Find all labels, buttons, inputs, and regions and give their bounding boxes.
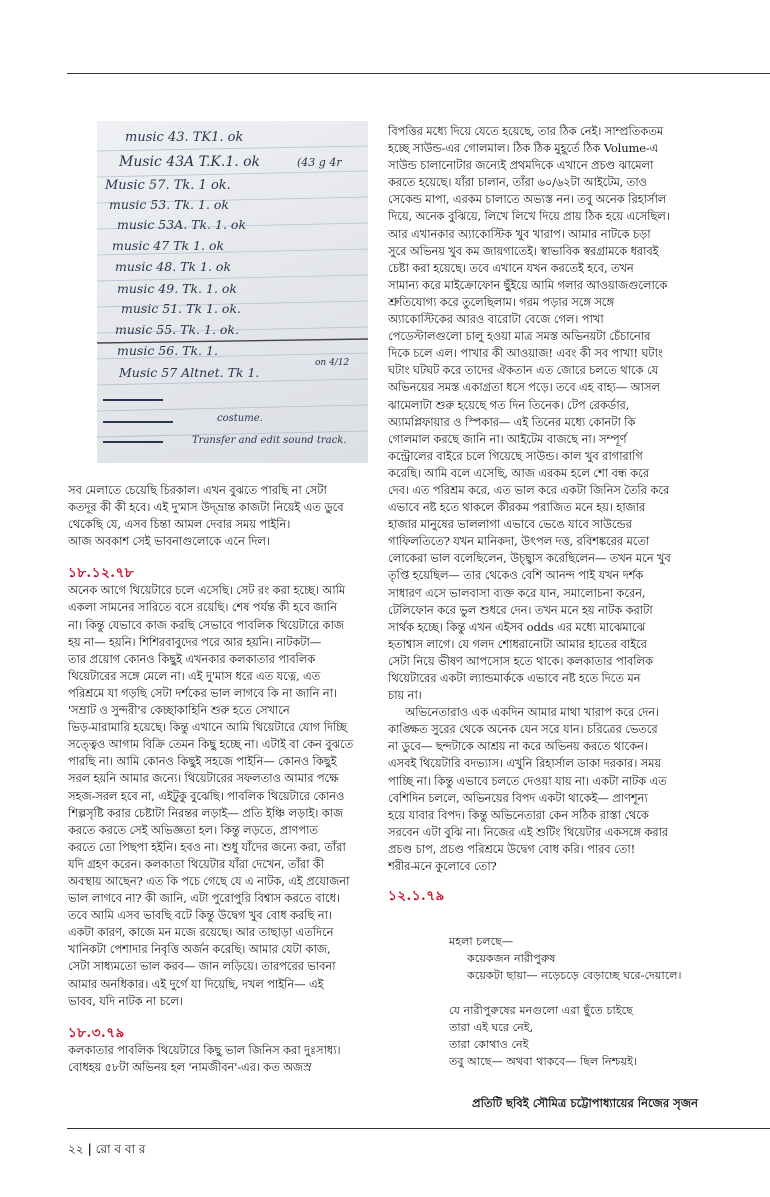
poem: [449, 933, 682, 1070]
text-line: বিপত্তির মধ্যে দিয়ে যেতে হয়েছে, তার ঠিক নেই। সাম্প্রতিকতম: [388, 124, 663, 138]
text-line: থিয়েটারের একটা ল্যান্ডমার্ককে এভাবে নষ্ট হতে দিতে মন: [388, 671, 641, 685]
bottom-rule: [67, 1128, 770, 1129]
text-line: একটা কারণ, কাজে মন মজে রয়েছে। আর তাছাড়া এতদিনে: [68, 925, 334, 940]
text-line: সব মেলাতে চেয়েছি চিরকাল। এখন বুঝতে পারছি না সেটা: [68, 483, 327, 497]
page-footer: [68, 1141, 145, 1161]
text-line: হাজার মানুষের ভাললাগা এভাবে ভেঙে যাবে সাউন্ডের: [388, 517, 632, 532]
footer-separator: |: [87, 1142, 92, 1156]
photo-credit: প্রতিটি ছবিই সৌমিত্র চট্টোপাধ্যায়ের নিজের সৃজন: [472, 1096, 698, 1110]
text-line: শ্রুতিযোগ্য করে তুলেছিলাম। গরম পড়ার সঙ্গে সঙ্গে: [388, 294, 614, 309]
text-line: তার প্রয়োগ কোনও কিছুই এখনকার কলকাতার পাবলিক: [68, 651, 316, 666]
diary-date: ১৮.১২.৭৮: [68, 565, 134, 582]
text-line: ভাল লাগবে না? কী জানি, এটা পুরোপুরি বিশ্বাস করতে বাধে।: [68, 891, 340, 906]
text-line: হয় না— হয়নি। শিশিরবাবুদের পরে আর হয়নি। নাটকটা—: [68, 634, 322, 649]
poem-line: কয়েকজন নারীপুরুষ: [467, 952, 556, 966]
note-line: music 56. Tk. 1.: [117, 343, 218, 358]
text-line: প্রচণ্ড চাপ, প্রচণ্ড পরিশ্রমে উদ্বেগ বোধ করি। পারব তো!: [388, 841, 636, 856]
note-line: Transfer and edit sound track.: [192, 435, 347, 446]
poem-line: তারা কোথাও নেই: [449, 1038, 529, 1052]
text-line: কলকাতার পাবলিক থিয়েটারে কিছু ভাল জিনিস করা দুঃসাধ্য।: [68, 1042, 341, 1057]
poem-line: তারা এই ঘরে নেই,: [449, 1020, 534, 1034]
text-line: না ডুবে— ছন্দটাকে আশ্রয় না করে অভিনয় করতে থাকেন।: [388, 739, 648, 754]
note-line: music 49. Tk. 1. ok: [117, 281, 238, 296]
text-line: সুরে অভিনয় খুব কম জায়গাতেই। স্বাভাবিক স্বরগ্রামকে ধরাবই: [388, 243, 659, 258]
text-line: অবস্থায় আছেন? এত কি পচে গেছে যে এ নাটক, এই প্রযোজনা: [68, 873, 350, 888]
text-line: অ্যামপ্লিফায়ার ও স্পিকার— এই তিনের মধ্যে কোনটা কি: [388, 414, 636, 429]
poem-line: যে নারীপুরুষের মনগুলো এরা ছুঁতে চাইছে: [449, 1003, 633, 1017]
note-line: Music 43A T.K.1. ok: [119, 154, 261, 170]
text-line: সাধারণ এসে ভালবাসা ব্যক্ত করে যান, সমালোচনা করেন,: [388, 585, 646, 600]
intro-paragraph: [68, 482, 368, 550]
text-line: চায় না।: [388, 688, 422, 703]
text-line: দেব। এত পরিশ্রম করে, এত ভাল করে একটা জিনিস তৈরি করে: [388, 482, 670, 497]
note-line: music 47 Tk 1. ok: [112, 238, 225, 253]
text-line: এভাবে নষ্ট হতে থাকলে কীরকম পরাজিত মনে হয়। হাজার: [388, 500, 646, 515]
text-line: পরিশ্রমে যা গড়ছি সেটা দর্শকের ভাল লাগবে কি না জানি না।: [68, 685, 337, 700]
text-line: সরল হয়নি আমার জন্যে। থিয়েটারের সফলতাও আমার পক্ষে: [68, 771, 339, 786]
text-line: খানিকটা পেশাদার নিবৃত্তি অর্জন করেছি। আমার যেটা কাজ,: [68, 942, 331, 957]
text-line: করতে করতে সেই অভিজ্ঞতা হল। কিন্তু লড়তে, প্রাণপাত: [68, 822, 318, 837]
note-line: music 51. Tk 1. ok.: [121, 301, 242, 316]
diary-entry: [68, 1042, 368, 1076]
text-line: কন্ট্রোলের বাইরে চলে গিয়েছে সাউন্ড। কাল খুব রাগারাগি: [388, 448, 643, 463]
text-line: সত্ত্বেও আগাম বিক্রি তেমন কিছু হচ্ছে না। এটাই বা কেন বুঝতে: [68, 737, 354, 752]
text-line: ভিড়-মারামারি হয়েছে। কিন্তু এখানে আমি থিয়েটারে যোগ দিচ্ছি: [68, 720, 347, 735]
text-line: আর এখানকার অ্যাকোস্টিক খুব খারাপ। আমার নাটকে চড়া: [388, 226, 651, 241]
scribble-mark: [103, 399, 163, 401]
diary-entry: [388, 123, 708, 704]
note-line: (43 g 4r: [297, 156, 342, 169]
note-line: music 48. Tk 1. ok: [115, 259, 232, 274]
text-line: কতদূর কী কী হবে। এই দু'মাস উদ্‌ভ্রান্ত কাজটা নিয়েই এত ডুবে: [68, 500, 344, 515]
text-line: অভিনেতারাও এক একদিন আমার মাথা খারাপ করে দেন।: [388, 705, 659, 720]
text-line: লোকেরা ভাল বলেছিলেন, উচ্ছ্বাস করেছিলেন— তখন মনে খুব: [388, 551, 671, 566]
diary-date: ১৮.৩.৭৯: [68, 1024, 125, 1041]
text-line: ভাবব, যদি নাটক না চলে।: [68, 993, 183, 1008]
text-line: শিল্পসৃষ্টি করার চেষ্টাটা নিরন্তর লড়াই— প্রতি ইঞ্চি লড়াই। কাজ: [68, 805, 344, 820]
text-line: থিয়েটারের সঙ্গে মেলে না। এই দু'মাস ধরে এত যত্নে, এত: [68, 668, 321, 683]
text-line: করতে তো পিছপা হইনি। হবও না। শুধু যাঁদের জন্যে করা, তাঁরা: [68, 839, 346, 854]
page-number: ২২: [68, 1142, 84, 1156]
text-line: সহজ-সরল হবে না, এইটুকু বুঝেছি। পাবলিক থিয়েটারে কোনও: [68, 788, 345, 803]
note-line: Music 57. Tk. 1 ok.: [105, 178, 231, 193]
poem-line: মহলা চলছে—: [449, 935, 514, 948]
diary-date: ১২.১.৭৯: [388, 888, 445, 905]
text-line: ঘটাং ঘটঘট করে তাদের ঐকতান এত জোরে চলতে থাকে যে: [388, 363, 659, 378]
text-line: বেশিদিন চললে, অভিনয়ের বিপদ একটা থাকেই— প্রাণশূন্য: [388, 790, 648, 805]
text-line: অ্যাকোস্টিকের আরও বারোটা বেজে গেল। পাখা: [388, 312, 604, 327]
text-line: পাচ্ছি না। কিন্তু এভাবে চলতে দেওয়া যায় না। একটা নাটক এত: [388, 773, 667, 788]
text-line: করতে হয়েছে। যাঁরা চালান, তাঁরা ৬০/৬২টা আইটেম, তাও: [388, 175, 647, 190]
text-line: টেলিফোন করে ভুল শুধরে দেন। তখন মনে হয় নাটক করাটা: [388, 602, 653, 617]
text-line: আমার অনধিকার। এই দুর্গে যা দিয়েছি, দখল পাইনি— এই: [68, 976, 324, 991]
text-line: যদি গ্রহণ করেন। কলকাতা থিয়েটার যাঁরা দেখেন, তাঁরা কী: [68, 856, 325, 871]
notes-sketch: [97, 121, 368, 463]
text-line: অভিনয়ের সমস্ত একাগ্রতা ধসে পড়ে। তবে এহ বাহ্য— আসল: [388, 380, 660, 395]
handwritten-notes-photo: [97, 121, 368, 463]
text-line: সামান্য করে মাইক্রোফোন ছুঁইয়ে আমি গলার আওয়াজগুলোকে: [388, 277, 668, 292]
text-line: এসবই থিয়েটারি বদভ্যাস। এখুনি রিহার্সাল ডাকা দরকার। সময়: [388, 756, 661, 771]
note-line: Music 57 Altnet. Tk 1.: [119, 365, 260, 380]
text-line: আজ অবকাশ সেই ভাবনাগুলোকে এনে দিল।: [68, 534, 270, 549]
right-column: [388, 123, 708, 905]
poem-line: তবু আছে— অথবা থাকবে— ছিল নিশ্চয়ই।: [449, 1055, 638, 1069]
note-line: costume.: [217, 413, 263, 424]
scribble-mark: [103, 441, 163, 443]
text-line: তৃপ্তি হয়েছিল— তার থেকেও বেশি আনন্দ পাই যখন দর্শক: [388, 568, 644, 583]
top-rule: [67, 73, 770, 74]
text-line: গোলমাল করছে জানি না। আইটেম বাজছে না। সম্পূর্ণ: [388, 431, 627, 446]
text-line: পারছি না। আমি কোনও কিছুই সহজে পাইনি— কোনও কিছুই: [68, 754, 337, 769]
text-line: শরীর-মনে কুলোবে তো?: [388, 859, 497, 874]
text-line: সরবেন এটা বুঝি না। নিজের এই শুটিং থিয়েটার একসঙ্গে করার: [388, 824, 668, 839]
text-line: না। কিন্তু যেভাবে কাজ করছি সেভাবে পাবলিক থিয়েটারে কাজ: [68, 617, 345, 632]
text-line: কাঙ্ক্ষিত সুরের থেকে অনেক যেন সরে যান। চরিত্রের ভেতরে: [388, 722, 658, 737]
note-line: music 53A. Tk. 1. ok: [117, 217, 247, 232]
text-line: পেডেস্টালগুলো চালু হওয়া মাত্র সমস্ত অভিনয়টা চেঁচানোর: [388, 329, 651, 344]
scribble-mark: [103, 421, 173, 423]
text-line: হতাশ্বাস লাগে। যে গলদ শোধরানোটা আমার হাতের বাইরে: [388, 636, 647, 651]
text-line: অনেক আগে থিয়েটারে চলে এসেছি। সেট রং করা হচ্ছে। আমি: [68, 583, 346, 598]
diary-entry: [68, 582, 368, 1009]
text-line: থেকেছি যে, এসব চিন্তা আমল দেবার সময় পাইনি।: [68, 517, 291, 532]
text-line: করেছি। আমি বলে এসেছি, আজ এরকম হলে শো বন্ধ করে: [388, 465, 649, 480]
left-column: [68, 482, 368, 1076]
diary-entry: [388, 704, 708, 875]
section-name: রো ব বা র: [95, 1142, 146, 1156]
text-line: দিয়ে, অনেক বুঝিয়ে, লিখে লিখে দিয়ে প্রায় ঠিক হয়ে এসেছিল।: [388, 209, 670, 224]
note-line: on 4/12: [315, 358, 350, 368]
text-line: গাফিলতিতে? যখন মানিকদা, উৎপল দত্ত, রবিশঙ্করের মতো: [388, 534, 650, 549]
note-line: music 43. TK1. ok: [125, 130, 244, 145]
note-line: music 53. Tk. 1. ok: [109, 197, 230, 212]
text-line: 'সম্রাট ও সুন্দরী'র কেচ্ছাকাহিনি শুরু হতে সেখানে: [68, 703, 290, 718]
text-line: দিকে চলে এল। পাখার কী আওয়াজ! এবং কী সব পাখা! ঘটাং: [388, 346, 663, 361]
text-line: হচ্ছে সাউন্ড-এর গোলমাল। ঠিক ঠিক মুহূর্তে ঠিক Volume-এ: [388, 141, 659, 156]
text-line: সেটা নিয়ে ভীষণ আপসোস হতে থাকে। কলকাতার পাবলিক: [388, 653, 653, 668]
note-line: music 55. Tk. 1. ok.: [115, 322, 239, 337]
text-line: বোধহয় ৫৮টা অভিনয় হল 'নামজীবন'-এর। কত অজস্র: [68, 1059, 312, 1074]
text-line: সেকেন্ড মাপা, এরকম চালাতে অভ্যস্ত নন। তবু অনেক রিহার্সাল: [388, 192, 667, 207]
text-line: হয়ে যাবার বিপদ। কিন্তু অভিনেতারা কেন সঠিক রাস্তা থেকে: [388, 807, 649, 822]
text-line: সার্থক হচ্ছে। কিন্তু এখন এইসব odds এর মধ্যে মাঝেমাঝে: [388, 619, 646, 634]
text-line: তবে আমি এসব ভাবছি বটে কিন্তু উদ্বেগ খুব বোধ করছি না।: [68, 908, 332, 923]
poem-line: কয়েকটা ছায়া— নড়েচড়ে বেড়াচ্ছে ঘরে-দেয়ালে।: [467, 969, 682, 983]
text-line: একলা সামনের সারিতে বসে রয়েছি। শেষ পর্যন্ত কী হবে জানি: [68, 600, 337, 615]
text-line: ঝামেলাটা শুরু হয়েছে গত দিন তিনেক। টেপ রেকর্ডার,: [388, 397, 630, 412]
text-line: চেষ্টা করা হয়েছে। তবে এখানে যখন করতেই হবে, তখন: [388, 260, 634, 275]
text-line: সেটা সাধ্যমতো ভাল করব— জান লড়িয়ে। তারপরের ভাবনা: [68, 959, 336, 974]
text-line: সাউন্ড চালানোটার জন্যেই প্রথমদিকে এখানে প্রচণ্ড ঝামেলা: [388, 158, 654, 173]
